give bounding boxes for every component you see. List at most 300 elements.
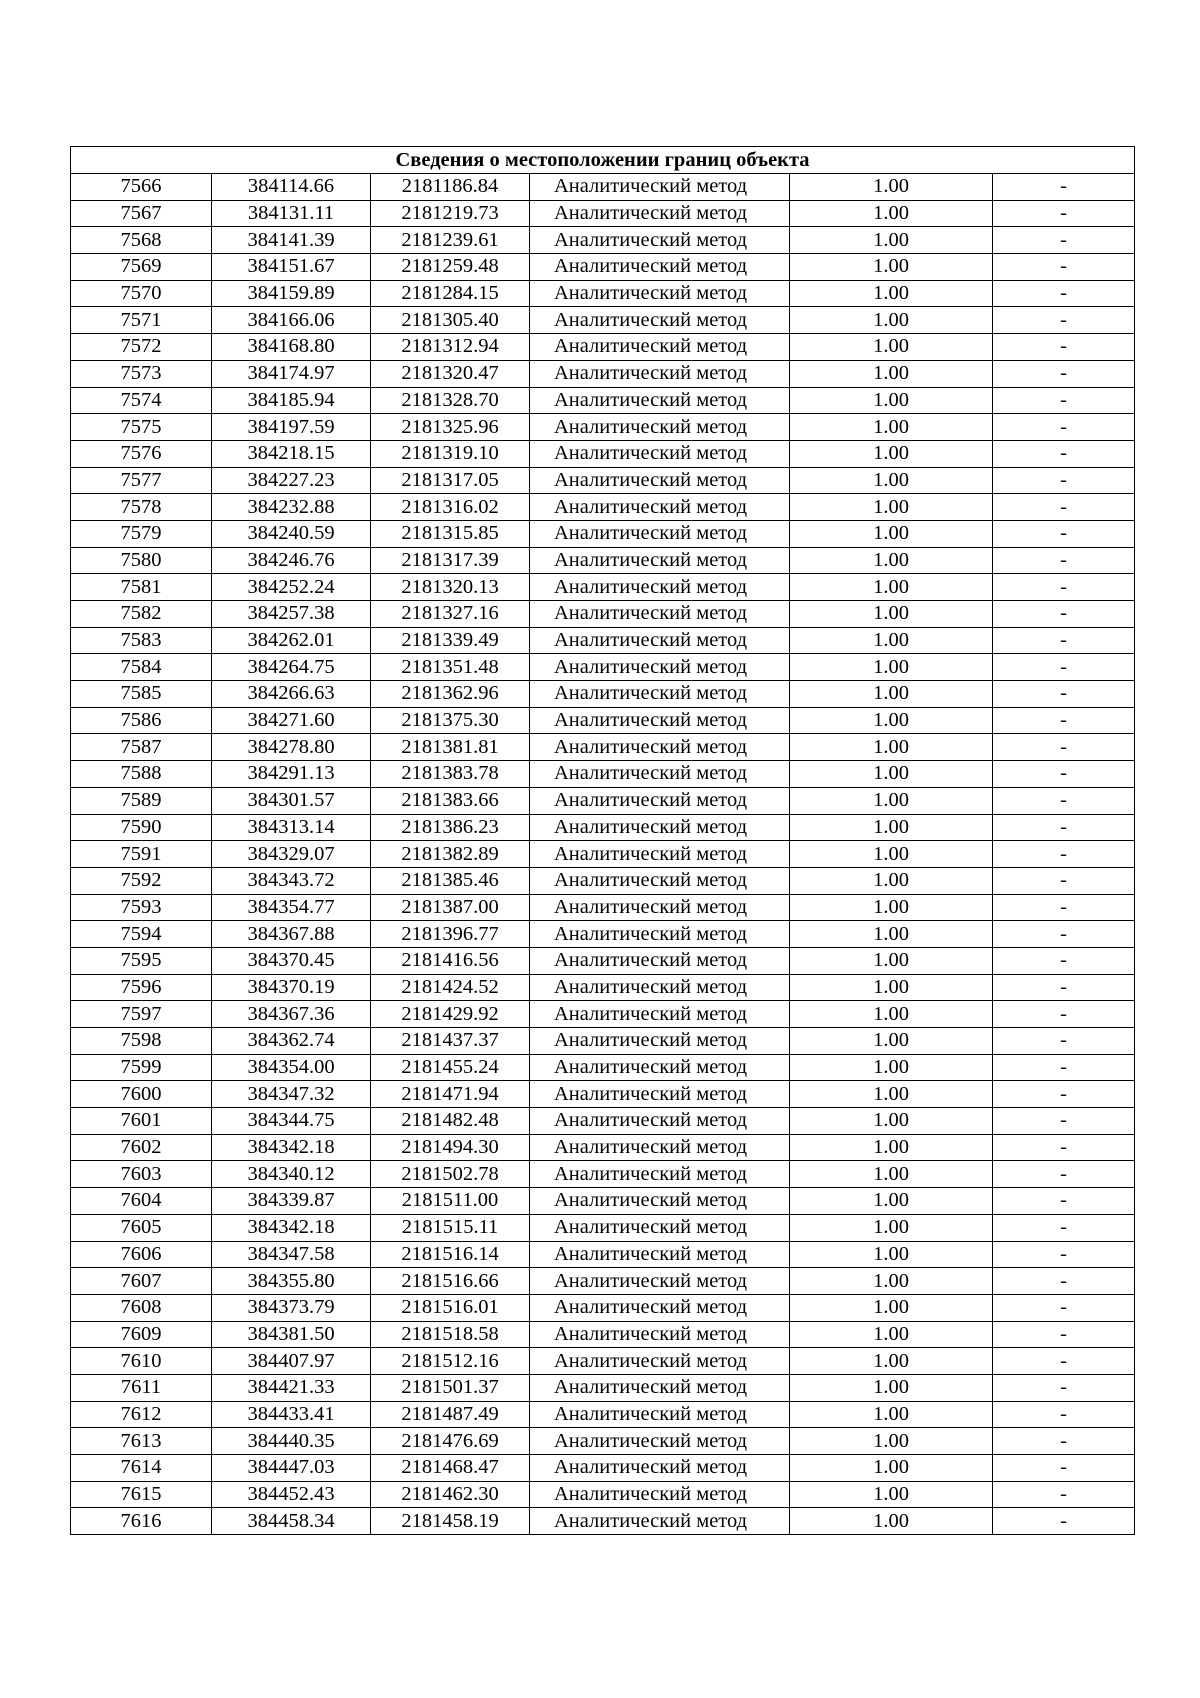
method-cell: Аналитический метод (530, 174, 790, 201)
point-number-cell: 7610 (71, 1348, 212, 1375)
x-coordinate-cell: 384257.38 (212, 601, 371, 628)
method-cell: Аналитический метод (530, 1455, 790, 1482)
x-coordinate-cell: 384278.80 (212, 734, 371, 761)
x-coordinate-cell: 384342.18 (212, 1134, 371, 1161)
x-coordinate-cell: 384232.88 (212, 494, 371, 521)
accuracy-cell: 1.00 (790, 601, 993, 628)
method-cell: Аналитический метод (530, 574, 790, 601)
accuracy-cell: 1.00 (790, 1028, 993, 1055)
y-coordinate-cell: 2181455.24 (371, 1054, 530, 1081)
table-row (71, 520, 1135, 547)
accuracy-cell: 1.00 (790, 1294, 993, 1321)
method-cell: Аналитический метод (530, 1428, 790, 1455)
note-cell: - (993, 334, 1135, 361)
y-coordinate-cell: 2181396.77 (371, 921, 530, 948)
method-cell: Аналитический метод (530, 1321, 790, 1348)
point-number-cell: 7570 (71, 280, 212, 307)
y-coordinate-cell: 2181468.47 (371, 1455, 530, 1482)
y-coordinate-cell: 2181312.94 (371, 334, 530, 361)
x-coordinate-cell: 384370.19 (212, 974, 371, 1001)
x-coordinate-cell: 384197.59 (212, 414, 371, 441)
x-coordinate-cell: 384452.43 (212, 1481, 371, 1508)
x-coordinate-cell: 384264.75 (212, 654, 371, 681)
y-coordinate-cell: 2181186.84 (371, 174, 530, 201)
accuracy-cell: 1.00 (790, 921, 993, 948)
method-cell: Аналитический метод (530, 467, 790, 494)
method-cell: Аналитический метод (530, 200, 790, 227)
table-row (71, 254, 1135, 281)
table-row (71, 174, 1135, 201)
y-coordinate-cell: 2181386.23 (371, 814, 530, 841)
boundary-coordinates-table (70, 146, 1135, 1535)
accuracy-cell: 1.00 (790, 814, 993, 841)
table-row (71, 360, 1135, 387)
table-body (71, 174, 1135, 1535)
y-coordinate-cell: 2181487.49 (371, 1401, 530, 1428)
x-coordinate-cell: 384271.60 (212, 707, 371, 734)
table-title-row (71, 147, 1135, 174)
y-coordinate-cell: 2181501.37 (371, 1374, 530, 1401)
y-coordinate-cell: 2181385.46 (371, 867, 530, 894)
point-number-cell: 7576 (71, 440, 212, 467)
table-row (71, 387, 1135, 414)
table-row (71, 681, 1135, 708)
x-coordinate-cell: 384262.01 (212, 627, 371, 654)
y-coordinate-cell: 2181429.92 (371, 1001, 530, 1028)
table-row (71, 947, 1135, 974)
x-coordinate-cell: 384421.33 (212, 1374, 371, 1401)
accuracy-cell: 1.00 (790, 894, 993, 921)
accuracy-cell: 1.00 (790, 547, 993, 574)
x-coordinate-cell: 384367.88 (212, 921, 371, 948)
point-number-cell: 7572 (71, 334, 212, 361)
point-number-cell: 7597 (71, 1001, 212, 1028)
table-row (71, 1241, 1135, 1268)
point-number-cell: 7569 (71, 254, 212, 281)
y-coordinate-cell: 2181458.19 (371, 1508, 530, 1535)
note-cell: - (993, 601, 1135, 628)
note-cell: - (993, 360, 1135, 387)
table-row (71, 1374, 1135, 1401)
y-coordinate-cell: 2181462.30 (371, 1481, 530, 1508)
point-number-cell: 7604 (71, 1188, 212, 1215)
accuracy-cell: 1.00 (790, 280, 993, 307)
x-coordinate-cell: 384355.80 (212, 1268, 371, 1295)
accuracy-cell: 1.00 (790, 520, 993, 547)
point-number-cell: 7600 (71, 1081, 212, 1108)
table-row (71, 547, 1135, 574)
table-row (71, 1321, 1135, 1348)
method-cell: Аналитический метод (530, 1241, 790, 1268)
note-cell: - (993, 174, 1135, 201)
x-coordinate-cell: 384141.39 (212, 227, 371, 254)
x-coordinate-cell: 384354.00 (212, 1054, 371, 1081)
y-coordinate-cell: 2181316.02 (371, 494, 530, 521)
x-coordinate-cell: 384340.12 (212, 1161, 371, 1188)
accuracy-cell: 1.00 (790, 761, 993, 788)
accuracy-cell: 1.00 (790, 734, 993, 761)
note-cell: - (993, 1214, 1135, 1241)
accuracy-cell: 1.00 (790, 867, 993, 894)
method-cell: Аналитический метод (530, 1214, 790, 1241)
note-cell: - (993, 654, 1135, 681)
x-coordinate-cell: 384381.50 (212, 1321, 371, 1348)
y-coordinate-cell: 2181516.01 (371, 1294, 530, 1321)
note-cell: - (993, 867, 1135, 894)
point-number-cell: 7605 (71, 1214, 212, 1241)
method-cell: Аналитический метод (530, 761, 790, 788)
note-cell: - (993, 974, 1135, 1001)
note-cell: - (993, 1374, 1135, 1401)
table-row (71, 1054, 1135, 1081)
accuracy-cell: 1.00 (790, 1241, 993, 1268)
x-coordinate-cell: 384227.23 (212, 467, 371, 494)
y-coordinate-cell: 2181387.00 (371, 894, 530, 921)
accuracy-cell: 1.00 (790, 387, 993, 414)
method-cell: Аналитический метод (530, 814, 790, 841)
note-cell: - (993, 227, 1135, 254)
method-cell: Аналитический метод (530, 1028, 790, 1055)
accuracy-cell: 1.00 (790, 1481, 993, 1508)
y-coordinate-cell: 2181437.37 (371, 1028, 530, 1055)
method-cell: Аналитический метод (530, 1081, 790, 1108)
point-number-cell: 7596 (71, 974, 212, 1001)
table-row (71, 1134, 1135, 1161)
accuracy-cell: 1.00 (790, 1428, 993, 1455)
y-coordinate-cell: 2181518.58 (371, 1321, 530, 1348)
method-cell: Аналитический метод (530, 1294, 790, 1321)
x-coordinate-cell: 384151.67 (212, 254, 371, 281)
method-cell: Аналитический метод (530, 254, 790, 281)
point-number-cell: 7613 (71, 1428, 212, 1455)
accuracy-cell: 1.00 (790, 974, 993, 1001)
table-row (71, 814, 1135, 841)
point-number-cell: 7584 (71, 654, 212, 681)
table-row (71, 1028, 1135, 1055)
accuracy-cell: 1.00 (790, 1455, 993, 1482)
note-cell: - (993, 1001, 1135, 1028)
x-coordinate-cell: 384354.77 (212, 894, 371, 921)
method-cell: Аналитический метод (530, 334, 790, 361)
method-cell: Аналитический метод (530, 1108, 790, 1135)
method-cell: Аналитический метод (530, 681, 790, 708)
point-number-cell: 7599 (71, 1054, 212, 1081)
note-cell: - (993, 1028, 1135, 1055)
point-number-cell: 7574 (71, 387, 212, 414)
method-cell: Аналитический метод (530, 227, 790, 254)
y-coordinate-cell: 2181259.48 (371, 254, 530, 281)
x-coordinate-cell: 384433.41 (212, 1401, 371, 1428)
note-cell: - (993, 1241, 1135, 1268)
note-cell: - (993, 494, 1135, 521)
accuracy-cell: 1.00 (790, 1508, 993, 1535)
accuracy-cell: 1.00 (790, 1268, 993, 1295)
accuracy-cell: 1.00 (790, 841, 993, 868)
y-coordinate-cell: 2181382.89 (371, 841, 530, 868)
x-coordinate-cell: 384440.35 (212, 1428, 371, 1455)
note-cell: - (993, 467, 1135, 494)
method-cell: Аналитический метод (530, 974, 790, 1001)
table-row (71, 494, 1135, 521)
point-number-cell: 7592 (71, 867, 212, 894)
note-cell: - (993, 1188, 1135, 1215)
table-row (71, 1214, 1135, 1241)
point-number-cell: 7590 (71, 814, 212, 841)
y-coordinate-cell: 2181375.30 (371, 707, 530, 734)
note-cell: - (993, 841, 1135, 868)
note-cell: - (993, 761, 1135, 788)
method-cell: Аналитический метод (530, 1188, 790, 1215)
accuracy-cell: 1.00 (790, 1134, 993, 1161)
point-number-cell: 7575 (71, 414, 212, 441)
y-coordinate-cell: 2181482.48 (371, 1108, 530, 1135)
table-row (71, 574, 1135, 601)
table-row (71, 1188, 1135, 1215)
table-row (71, 227, 1135, 254)
y-coordinate-cell: 2181362.96 (371, 681, 530, 708)
point-number-cell: 7585 (71, 681, 212, 708)
method-cell: Аналитический метод (530, 1054, 790, 1081)
x-coordinate-cell: 384373.79 (212, 1294, 371, 1321)
accuracy-cell: 1.00 (790, 467, 993, 494)
note-cell: - (993, 814, 1135, 841)
accuracy-cell: 1.00 (790, 1001, 993, 1028)
table-row (71, 307, 1135, 334)
x-coordinate-cell: 384174.97 (212, 360, 371, 387)
method-cell: Аналитический метод (530, 1134, 790, 1161)
y-coordinate-cell: 2181516.66 (371, 1268, 530, 1295)
accuracy-cell: 1.00 (790, 947, 993, 974)
accuracy-cell: 1.00 (790, 1161, 993, 1188)
x-coordinate-cell: 384362.74 (212, 1028, 371, 1055)
y-coordinate-cell: 2181305.40 (371, 307, 530, 334)
table-row (71, 200, 1135, 227)
accuracy-cell: 1.00 (790, 414, 993, 441)
method-cell: Аналитический метод (530, 440, 790, 467)
method-cell: Аналитический метод (530, 627, 790, 654)
table-row (71, 867, 1135, 894)
note-cell: - (993, 681, 1135, 708)
table-row (71, 627, 1135, 654)
method-cell: Аналитический метод (530, 1374, 790, 1401)
point-number-cell: 7591 (71, 841, 212, 868)
y-coordinate-cell: 2181494.30 (371, 1134, 530, 1161)
y-coordinate-cell: 2181319.10 (371, 440, 530, 467)
point-number-cell: 7566 (71, 174, 212, 201)
method-cell: Аналитический метод (530, 494, 790, 521)
note-cell: - (993, 440, 1135, 467)
note-cell: - (993, 1508, 1135, 1535)
x-coordinate-cell: 384159.89 (212, 280, 371, 307)
method-cell: Аналитический метод (530, 947, 790, 974)
x-coordinate-cell: 384329.07 (212, 841, 371, 868)
table-row (71, 1108, 1135, 1135)
y-coordinate-cell: 2181315.85 (371, 520, 530, 547)
point-number-cell: 7583 (71, 627, 212, 654)
x-coordinate-cell: 384291.13 (212, 761, 371, 788)
table-row (71, 1401, 1135, 1428)
method-cell: Аналитический метод (530, 921, 790, 948)
x-coordinate-cell: 384246.76 (212, 547, 371, 574)
accuracy-cell: 1.00 (790, 1081, 993, 1108)
point-number-cell: 7594 (71, 921, 212, 948)
y-coordinate-cell: 2181383.66 (371, 787, 530, 814)
table-row (71, 734, 1135, 761)
y-coordinate-cell: 2181516.14 (371, 1241, 530, 1268)
y-coordinate-cell: 2181471.94 (371, 1081, 530, 1108)
point-number-cell: 7606 (71, 1241, 212, 1268)
method-cell: Аналитический метод (530, 1481, 790, 1508)
x-coordinate-cell: 384370.45 (212, 947, 371, 974)
point-number-cell: 7609 (71, 1321, 212, 1348)
y-coordinate-cell: 2181325.96 (371, 414, 530, 441)
y-coordinate-cell: 2181239.61 (371, 227, 530, 254)
x-coordinate-cell: 384185.94 (212, 387, 371, 414)
x-coordinate-cell: 384458.34 (212, 1508, 371, 1535)
method-cell: Аналитический метод (530, 1508, 790, 1535)
x-coordinate-cell: 384407.97 (212, 1348, 371, 1375)
method-cell: Аналитический метод (530, 387, 790, 414)
method-cell: Аналитический метод (530, 867, 790, 894)
table-row (71, 787, 1135, 814)
note-cell: - (993, 547, 1135, 574)
point-number-cell: 7578 (71, 494, 212, 521)
note-cell: - (993, 1428, 1135, 1455)
table-row (71, 1081, 1135, 1108)
note-cell: - (993, 627, 1135, 654)
note-cell: - (993, 1294, 1135, 1321)
method-cell: Аналитический метод (530, 1401, 790, 1428)
x-coordinate-cell: 384266.63 (212, 681, 371, 708)
accuracy-cell: 1.00 (790, 654, 993, 681)
x-coordinate-cell: 384218.15 (212, 440, 371, 467)
method-cell: Аналитический метод (530, 414, 790, 441)
method-cell: Аналитический метод (530, 547, 790, 574)
table-row (71, 440, 1135, 467)
note-cell: - (993, 1348, 1135, 1375)
point-number-cell: 7586 (71, 707, 212, 734)
y-coordinate-cell: 2181219.73 (371, 200, 530, 227)
note-cell: - (993, 1054, 1135, 1081)
y-coordinate-cell: 2181327.16 (371, 601, 530, 628)
accuracy-cell: 1.00 (790, 1321, 993, 1348)
accuracy-cell: 1.00 (790, 1054, 993, 1081)
point-number-cell: 7608 (71, 1294, 212, 1321)
y-coordinate-cell: 2181515.11 (371, 1214, 530, 1241)
x-coordinate-cell: 384342.18 (212, 1214, 371, 1241)
point-number-cell: 7589 (71, 787, 212, 814)
table-row (71, 974, 1135, 1001)
point-number-cell: 7595 (71, 947, 212, 974)
point-number-cell: 7579 (71, 520, 212, 547)
note-cell: - (993, 520, 1135, 547)
y-coordinate-cell: 2181320.47 (371, 360, 530, 387)
accuracy-cell: 1.00 (790, 681, 993, 708)
point-number-cell: 7614 (71, 1455, 212, 1482)
note-cell: - (993, 254, 1135, 281)
y-coordinate-cell: 2181383.78 (371, 761, 530, 788)
table-row (71, 1001, 1135, 1028)
note-cell: - (993, 1321, 1135, 1348)
point-number-cell: 7616 (71, 1508, 212, 1535)
x-coordinate-cell: 384339.87 (212, 1188, 371, 1215)
accuracy-cell: 1.00 (790, 494, 993, 521)
note-cell: - (993, 1401, 1135, 1428)
point-number-cell: 7577 (71, 467, 212, 494)
x-coordinate-cell: 384252.24 (212, 574, 371, 601)
point-number-cell: 7587 (71, 734, 212, 761)
note-cell: - (993, 1134, 1135, 1161)
accuracy-cell: 1.00 (790, 360, 993, 387)
x-coordinate-cell: 384313.14 (212, 814, 371, 841)
accuracy-cell: 1.00 (790, 1401, 993, 1428)
y-coordinate-cell: 2181339.49 (371, 627, 530, 654)
table-row (71, 1481, 1135, 1508)
table-row (71, 467, 1135, 494)
point-number-cell: 7588 (71, 761, 212, 788)
note-cell: - (993, 1455, 1135, 1482)
method-cell: Аналитический метод (530, 1268, 790, 1295)
y-coordinate-cell: 2181476.69 (371, 1428, 530, 1455)
method-cell: Аналитический метод (530, 1348, 790, 1375)
method-cell: Аналитический метод (530, 894, 790, 921)
note-cell: - (993, 574, 1135, 601)
point-number-cell: 7603 (71, 1161, 212, 1188)
note-cell: - (993, 707, 1135, 734)
method-cell: Аналитический метод (530, 280, 790, 307)
point-number-cell: 7615 (71, 1481, 212, 1508)
table-row (71, 334, 1135, 361)
y-coordinate-cell: 2181416.56 (371, 947, 530, 974)
note-cell: - (993, 894, 1135, 921)
y-coordinate-cell: 2181317.39 (371, 547, 530, 574)
point-number-cell: 7601 (71, 1108, 212, 1135)
point-number-cell: 7602 (71, 1134, 212, 1161)
accuracy-cell: 1.00 (790, 307, 993, 334)
note-cell: - (993, 280, 1135, 307)
point-number-cell: 7612 (71, 1401, 212, 1428)
accuracy-cell: 1.00 (790, 227, 993, 254)
table-row (71, 280, 1135, 307)
note-cell: - (993, 1268, 1135, 1295)
point-number-cell: 7568 (71, 227, 212, 254)
x-coordinate-cell: 384240.59 (212, 520, 371, 547)
method-cell: Аналитический метод (530, 734, 790, 761)
note-cell: - (993, 947, 1135, 974)
point-number-cell: 7567 (71, 200, 212, 227)
table-row (71, 841, 1135, 868)
note-cell: - (993, 307, 1135, 334)
x-coordinate-cell: 384166.06 (212, 307, 371, 334)
point-number-cell: 7581 (71, 574, 212, 601)
accuracy-cell: 1.00 (790, 627, 993, 654)
table-row (71, 601, 1135, 628)
point-number-cell: 7607 (71, 1268, 212, 1295)
x-coordinate-cell: 384347.58 (212, 1241, 371, 1268)
point-number-cell: 7598 (71, 1028, 212, 1055)
table-row (71, 894, 1135, 921)
note-cell: - (993, 787, 1135, 814)
x-coordinate-cell: 384114.66 (212, 174, 371, 201)
table-row (71, 654, 1135, 681)
note-cell: - (993, 1161, 1135, 1188)
accuracy-cell: 1.00 (790, 334, 993, 361)
x-coordinate-cell: 384367.36 (212, 1001, 371, 1028)
point-number-cell: 7571 (71, 307, 212, 334)
method-cell: Аналитический метод (530, 707, 790, 734)
method-cell: Аналитический метод (530, 307, 790, 334)
note-cell: - (993, 921, 1135, 948)
